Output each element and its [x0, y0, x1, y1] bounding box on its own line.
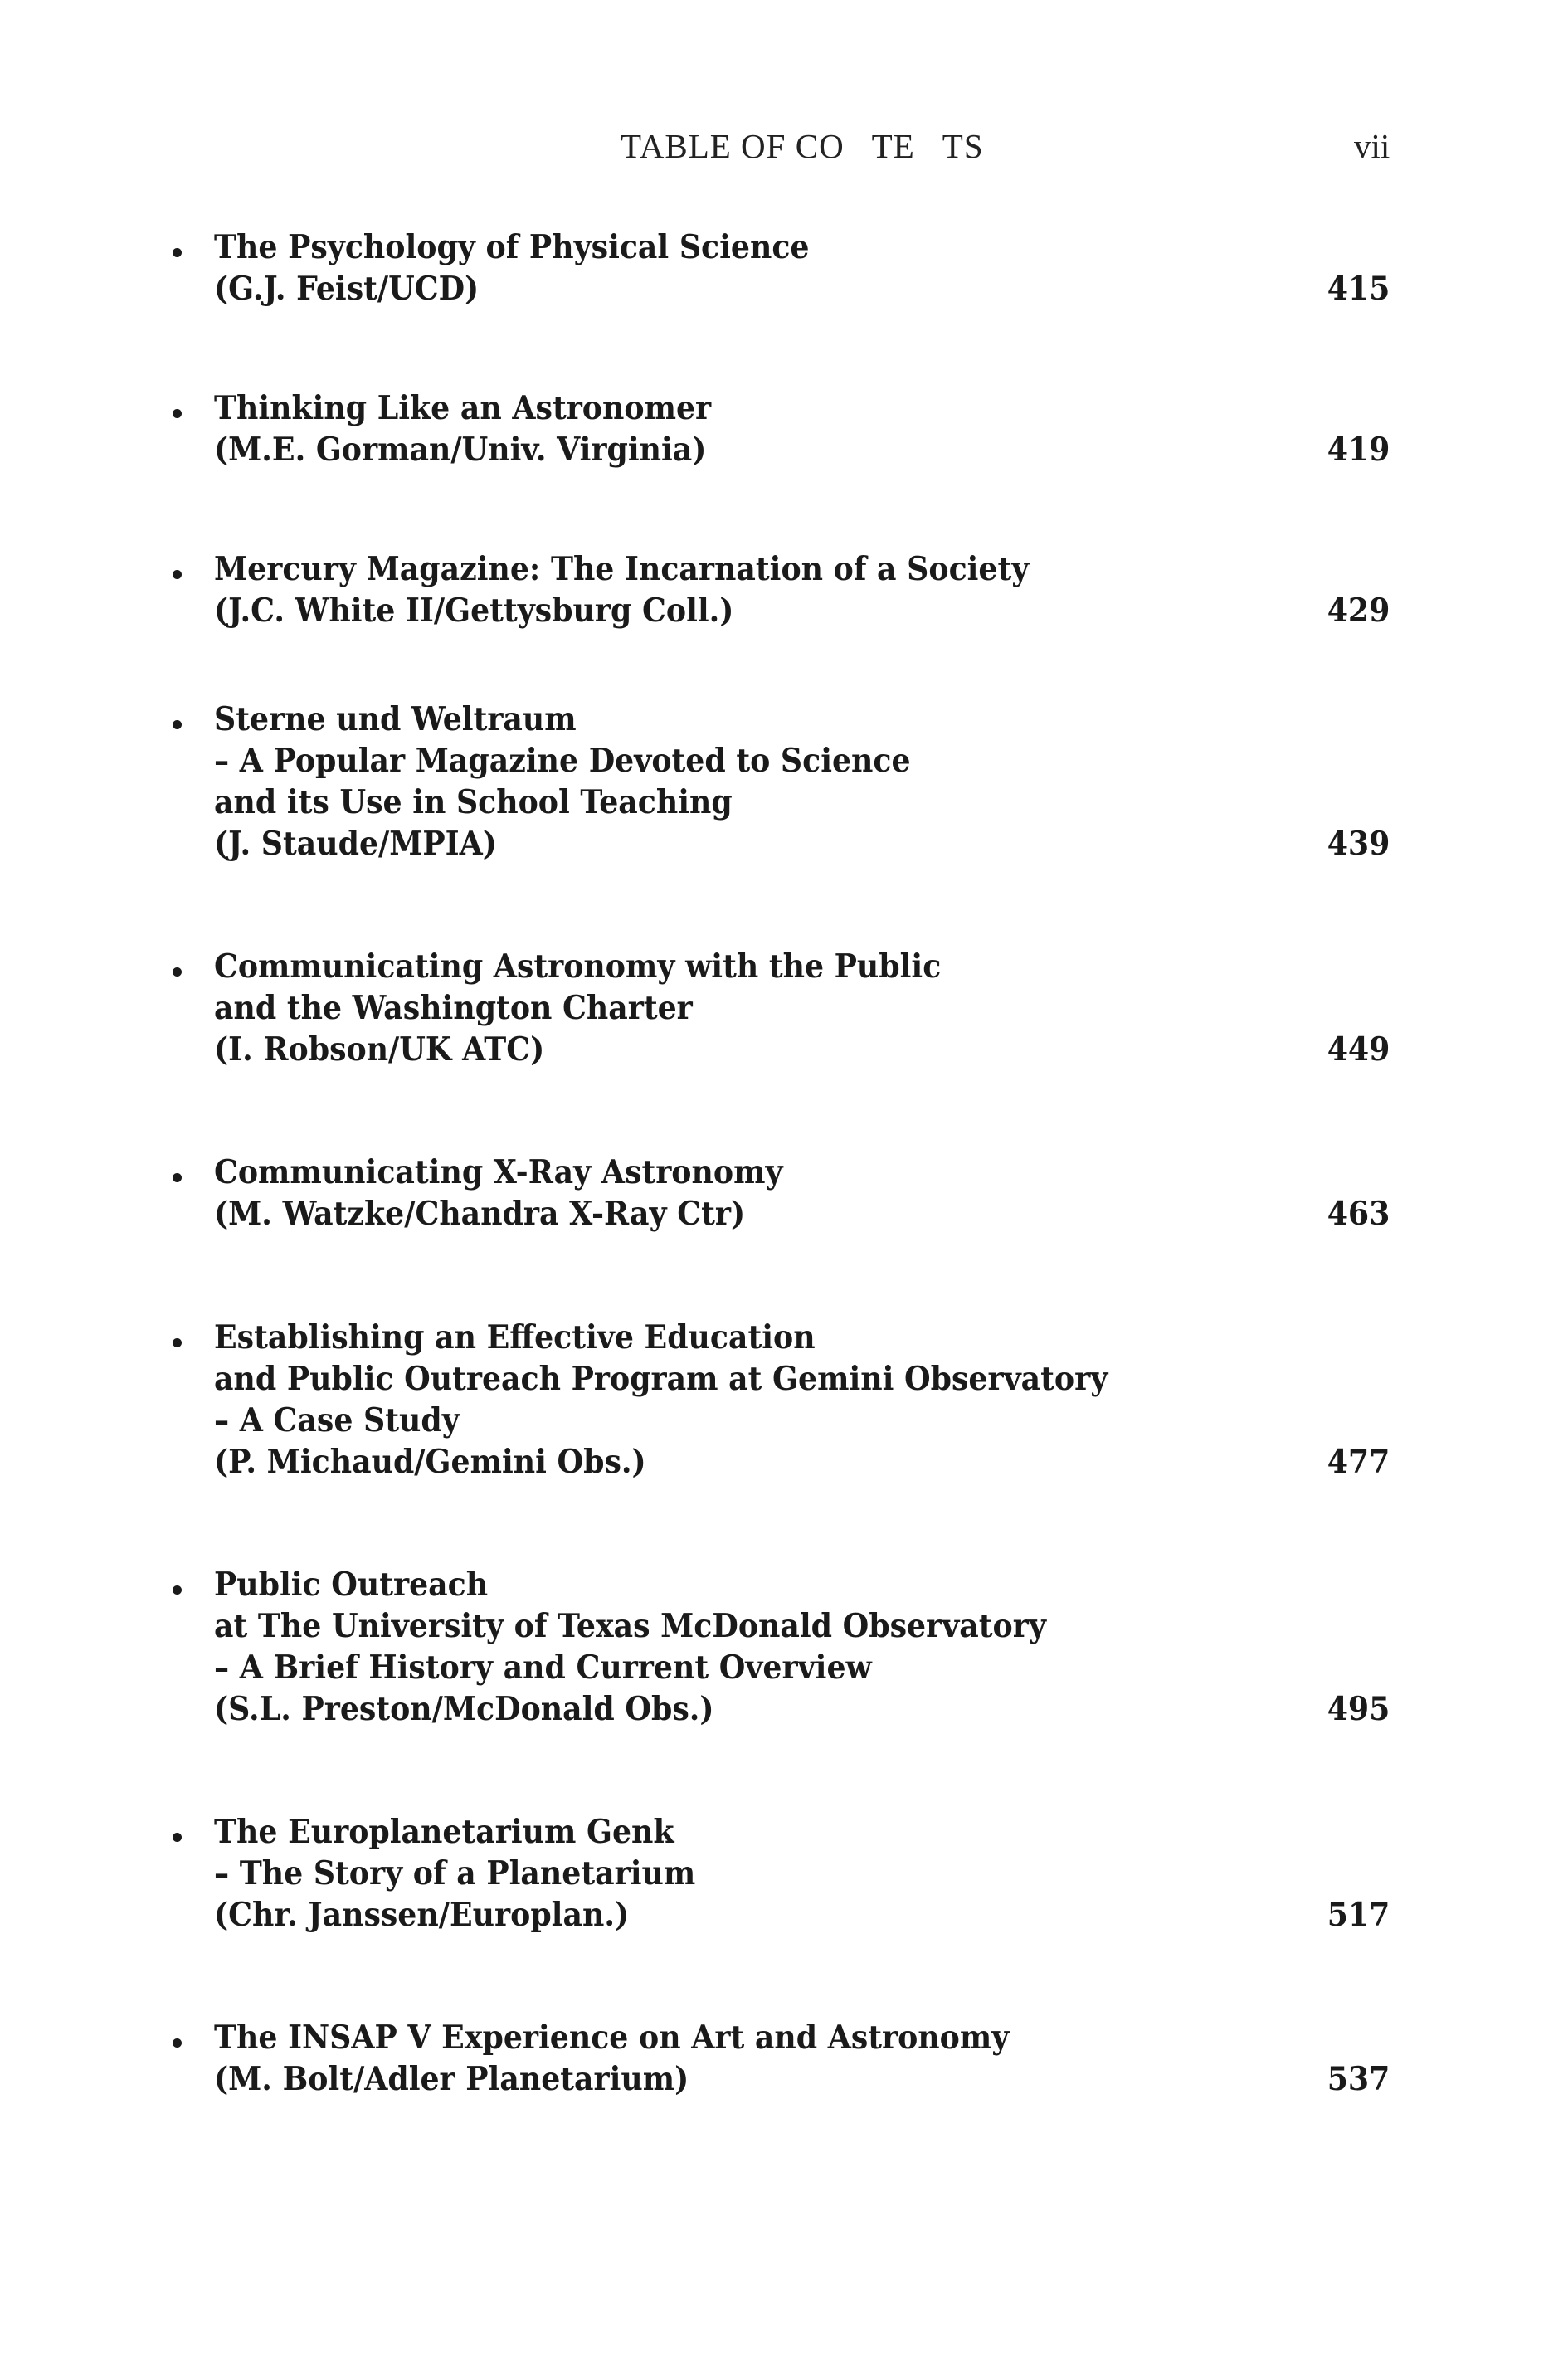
- page-number: vii: [1354, 127, 1390, 165]
- toc-entry-text: [214, 2017, 1009, 2100]
- toc-entry-text: [214, 1317, 1108, 1483]
- entry-title-line: Communicating X-Ray Astronomy: [214, 1153, 783, 1191]
- toc-entry-text: [214, 1811, 695, 1936]
- entry-title-line: Thinking Like an Astronomer: [214, 389, 712, 427]
- bullet-icon: [173, 1338, 182, 1347]
- entry-title-line: – A Popular Magazine Devoted to Science: [214, 742, 911, 780]
- entry-page-number: 463: [1327, 1195, 1390, 1233]
- bullet-icon: [173, 2038, 182, 2048]
- entry-title-line: – A Brief History and Current Overview: [214, 1649, 872, 1687]
- entry-title-line: at The University of Texas McDonald Observatory: [214, 1607, 1046, 1645]
- entry-title-line: – A Case Study: [214, 1401, 460, 1439]
- entry-author: (G.J. Feist/UCD): [214, 270, 480, 308]
- entry-page-number: 429: [1327, 592, 1390, 630]
- entry-author: (M. Bolt/Adler Planetarium): [214, 2060, 689, 2098]
- bullet-icon: [173, 248, 182, 257]
- bullet-icon: [173, 570, 182, 579]
- entry-title-line: Mercury Magazine: The Incarnation of a Society: [214, 550, 1030, 588]
- entry-title-line: and Public Outreach Program at Gemini Observatory: [214, 1360, 1108, 1398]
- entry-author: (Chr. Janssen/Europlan.): [214, 1896, 630, 1934]
- toc-entry-text: [214, 1152, 783, 1235]
- toc-entry-text: [214, 946, 941, 1070]
- entry-title-line: and the Washington Charter: [214, 989, 693, 1027]
- entry-title-line: Communicating Astronomy with the Public: [214, 947, 942, 986]
- bullet-icon: [173, 1585, 182, 1595]
- entry-page-number: 537: [1327, 2060, 1390, 2098]
- entry-page-number: 439: [1327, 825, 1390, 863]
- entry-author: (P. Michaud/Gemini Obs.): [214, 1443, 646, 1481]
- bullet-icon: [173, 409, 182, 418]
- entry-page-number: 415: [1327, 270, 1390, 308]
- entry-title-line: Public Outreach: [214, 1566, 489, 1604]
- entry-page-number: 495: [1327, 1690, 1390, 1728]
- entry-title-line: – The Story of a Planetarium: [214, 1854, 696, 1892]
- bullet-icon: [173, 967, 182, 977]
- entry-page-number: 517: [1327, 1896, 1390, 1934]
- entry-title-line: Establishing an Effective Education: [214, 1318, 816, 1356]
- entry-author: (J. Staude/MPIA): [214, 825, 497, 863]
- toc-entry-text: [214, 1564, 1046, 1730]
- entry-page-number: 449: [1327, 1030, 1390, 1069]
- entry-title-line: The Europlanetarium Genk: [214, 1813, 674, 1851]
- toc-entry-text: [214, 548, 1029, 631]
- entry-author: (M.E. Gorman/Univ. Virginia): [214, 431, 707, 469]
- entry-author: (I. Robson/UK ATC): [214, 1030, 545, 1069]
- entry-page-number: 419: [1327, 431, 1390, 469]
- bullet-icon: [173, 720, 182, 729]
- entry-author: (S.L. Preston/McDonald Obs.): [214, 1690, 714, 1728]
- entry-author: (J.C. White II/Gettysburg Coll.): [214, 592, 734, 630]
- entry-title-line: Sterne und Weltraum: [214, 700, 577, 738]
- toc-entry-text: [214, 387, 711, 470]
- entry-title-line: The INSAP V Experience on Art and Astronomy: [214, 2019, 1010, 2057]
- toc-entry-text: [214, 699, 911, 865]
- toc-entry-text: [214, 226, 810, 309]
- bullet-icon: [173, 1173, 182, 1182]
- entry-author: (M. Watzke/Chandra X-Ray Ctr): [214, 1195, 746, 1233]
- entry-title-line: The Psychology of Physical Science: [214, 228, 810, 266]
- entry-page-number: 477: [1327, 1443, 1390, 1481]
- running-title: TABLE OF CO TE TS: [621, 127, 984, 165]
- entry-title-line: and its Use in School Teaching: [214, 783, 733, 821]
- bullet-icon: [173, 1833, 182, 1842]
